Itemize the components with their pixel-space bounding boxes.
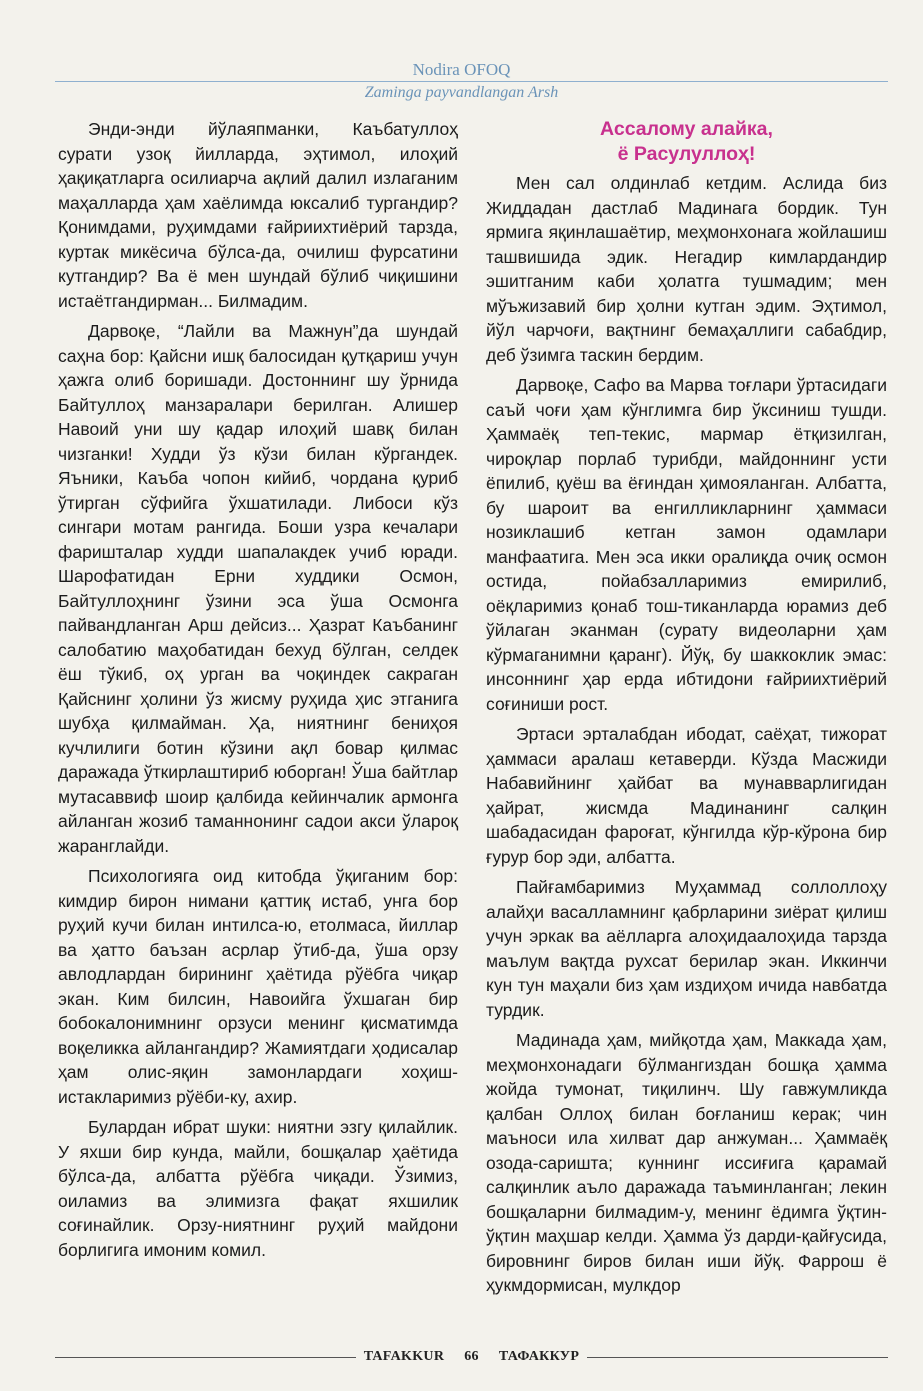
section-title (486, 117, 887, 167)
paragraph: Мадинада ҳам, мийқотда ҳам, Маккада ҳам, меҳмонхонадаги бўлмангиздан бошқа ҳамма жойда тумонат, тиқилинч. Шу гавжумликда қалбан Оллоҳ билан боғланиш керак; чин маъноси ила хилват дар анжуман... Ҳаммаёқ озода-саришта; куннинг иссиғига қарамай салқинлик аъло даражада таъминланган; лекин бошқаларни билмадим-у, менинг ёдимга ўқтин-ўқтин маҳшар келди. Ҳамма ўз дарди-қайғусида, бировнинг биров билан иши йўқ. Фаррош ё ҳукмдормисан, мулкдор (486, 1030, 887, 1295)
right-column (486, 117, 887, 1304)
journal-name-cyrillic: ТАФАККУР (498, 1349, 580, 1364)
section-title-line: ё Расулуллоҳ! (617, 143, 756, 165)
paragraph: Дарвоқе, Сафо ва Марва тоғлари ўртасидаги саъй чоғи ҳам кўнглимга бир ўксиниш тушди. Ҳаммаёқ теп-текис, мармар ётқизилган, чироқлар порлаб турибди, майдоннинг усти ёпилиб, қуёш ва ёғиндан ҳимояланган. Албатта, бу шароит ва енгилликларнинг ҳаммаси нозиклашиб кетган замон одамлари манфаатига. Мен эса икки оралиқда очиқ осмон остида, пойабзалларимиз емирилиб, оёқларимиз қонаб тош-тиканларда юрамиз деб ўйлаган эканман (сурату видеоларни ҳам кўрмаганимни қаранг). Йўқ, бу шаккоклик эмас: инсоннинг ҳар ерда ибтидони ғайриихтиёрий соғиниши рост. (486, 375, 887, 714)
running-title: Zaminga payvandlangan Arsh (364, 84, 559, 101)
footer-rule (55, 1357, 356, 1358)
left-column (58, 117, 458, 1268)
header-divider (55, 81, 888, 82)
paragraph: Мен сал олдинлаб кетдим. Аслида биз Жиддадан дастлаб Мадинага бордик. Тун ярмига яқинлашаётир, меҳмонхонага жойлашиш ташвишида эдик. Негадир кимлардандир эшитганим каби ҳолатга тушмадим; мен мўъжизавий бир ҳолни кутган эдим. Эҳтимол, йўл чарчоғи, вақтнинг бемаҳаллиги сабабдир, деб ўзимга таскин бердим. (486, 173, 887, 365)
paragraph: Психологияга оид китобда ўқиганим бор: кимдир бирон нимани қаттиқ истаб, унга бор руҳий кучи билан интилса-ю, етолмаса, йиллар ва ҳатто баъзан асрлар ўтиб-да, ўша орзу авлодлардан бирининг ҳаётида рўёбга чиқар экан. Ким билсин, Навоийга ўхшаган бир бобокалонимнинг орзуси менинг қисматимда воқеликка айлангандир? Жамиятдаги ҳодисалар ҳам олис-яқин замонлардаги хоҳиш-истакларимиз рўёби-ку, ахир. (58, 866, 458, 1107)
page-header (0, 0, 923, 110)
page-footer (55, 1345, 888, 1369)
paragraph: Энди-энди йўлаяпманки, Каъбатуллоҳ сурати узоқ йилларда, эҳтимол, илоҳий ҳақиқатларга осилиарча ақлий далил излаганим маҳалларда ҳам хаёлимда юксалиб тургандир? Қонимдами, руҳимдами ғайриихтиёрий тарзда, куртак микёсича бўлса-да, очилиш фурсатини кутгандир? Ва ё мен шундай бўлиб чиқишини истаётгандирман... Билмадим. (58, 119, 458, 311)
paragraph: Эртаси эрталабдан ибодат, саёҳат, тижорат ҳаммаси аралаш кетаверди. Кўзда Масжиди Набавийнинг ҳайбат ва мунавварлигидан ҳайрат, жисмда Мадинанинг салқин шабадасидан фароғат, кўнгилда кўр-кўрона бир ғурур бор эди, албатта. (486, 724, 887, 867)
footer-rule (587, 1357, 888, 1358)
paragraph: Дарвоқе, “Лайли ва Мажнун”да шундай саҳна бор: Қайсни ишқ балосидан қутқариш учун ҳажга олиб боришади. Достоннинг шу ўрнида Байтуллоҳ манзаралари берилган. Алишер Навоий уни шу қадар илоҳий шавқ билан чизганки! Худди ўз кўзи билан кўргандек. Яъники, Каъба чопон кийиб, чордана қуриб ўтирган сўфийга ўхшатилади. Либоси кўз сингари мотам рангида. Боши узра кечалари фаришталар худди шапалакдек учиб юради. Шарофатидан Ерни худдики Осмон, Байтуллоҳнинг ўзини эса ўша Осмонга пайвандланган Арш дейсиз... Ҳазрат Каъбанинг салобатию маҳобатидан бехуд бўлган, селдек ёш тўкиб, оҳ урган ва чоқиндек сакраган Қайснинг ҳолини ўз жисму руҳида ҳис этганига шубҳа қилмайман. Ҳа, ниятнинг бениҳоя кучлилиги ботин кўзини ақл бовар қилмас даражада ўткирлаштириб юборган! Ўша байтлар мутасаввиф шоир қалбида кейинчалик армонга айланган жозиб таманнонинг садои акси ўлароқ жаранглайди. (58, 321, 458, 856)
section-title-line: Ассалому алайка, (600, 118, 773, 140)
paragraph: Булардан ибрат шуки: ниятни эзгу қилайлик. У яхши бир кунда, майли, бошқалар ҳаётида бўлса-да, албатта рўёбга чиқади. Ўзимиз, оиламиз ва элимизга фақат яхшилик соғинайлик. Орзу-ниятнинг руҳий майдони борлигига имоним комил. (58, 1117, 458, 1260)
paragraph: Пайғамбаримиз Муҳаммад соллоллоҳу алайҳи васалламнинг қабрларини зиёрат қилиш учун эркак ва аёлларга алоҳидаалоҳида тарзда маълум вақтда рухсат берилар экан. Иккинчи кун тун маҳали биз ҳам издиҳом ичида навбатда турдик. (486, 877, 887, 1020)
page-number: 66 (464, 1349, 479, 1364)
journal-name-latin: TAFAKKUR (363, 1349, 445, 1364)
author-name: Nodira OFOQ (412, 60, 511, 79)
